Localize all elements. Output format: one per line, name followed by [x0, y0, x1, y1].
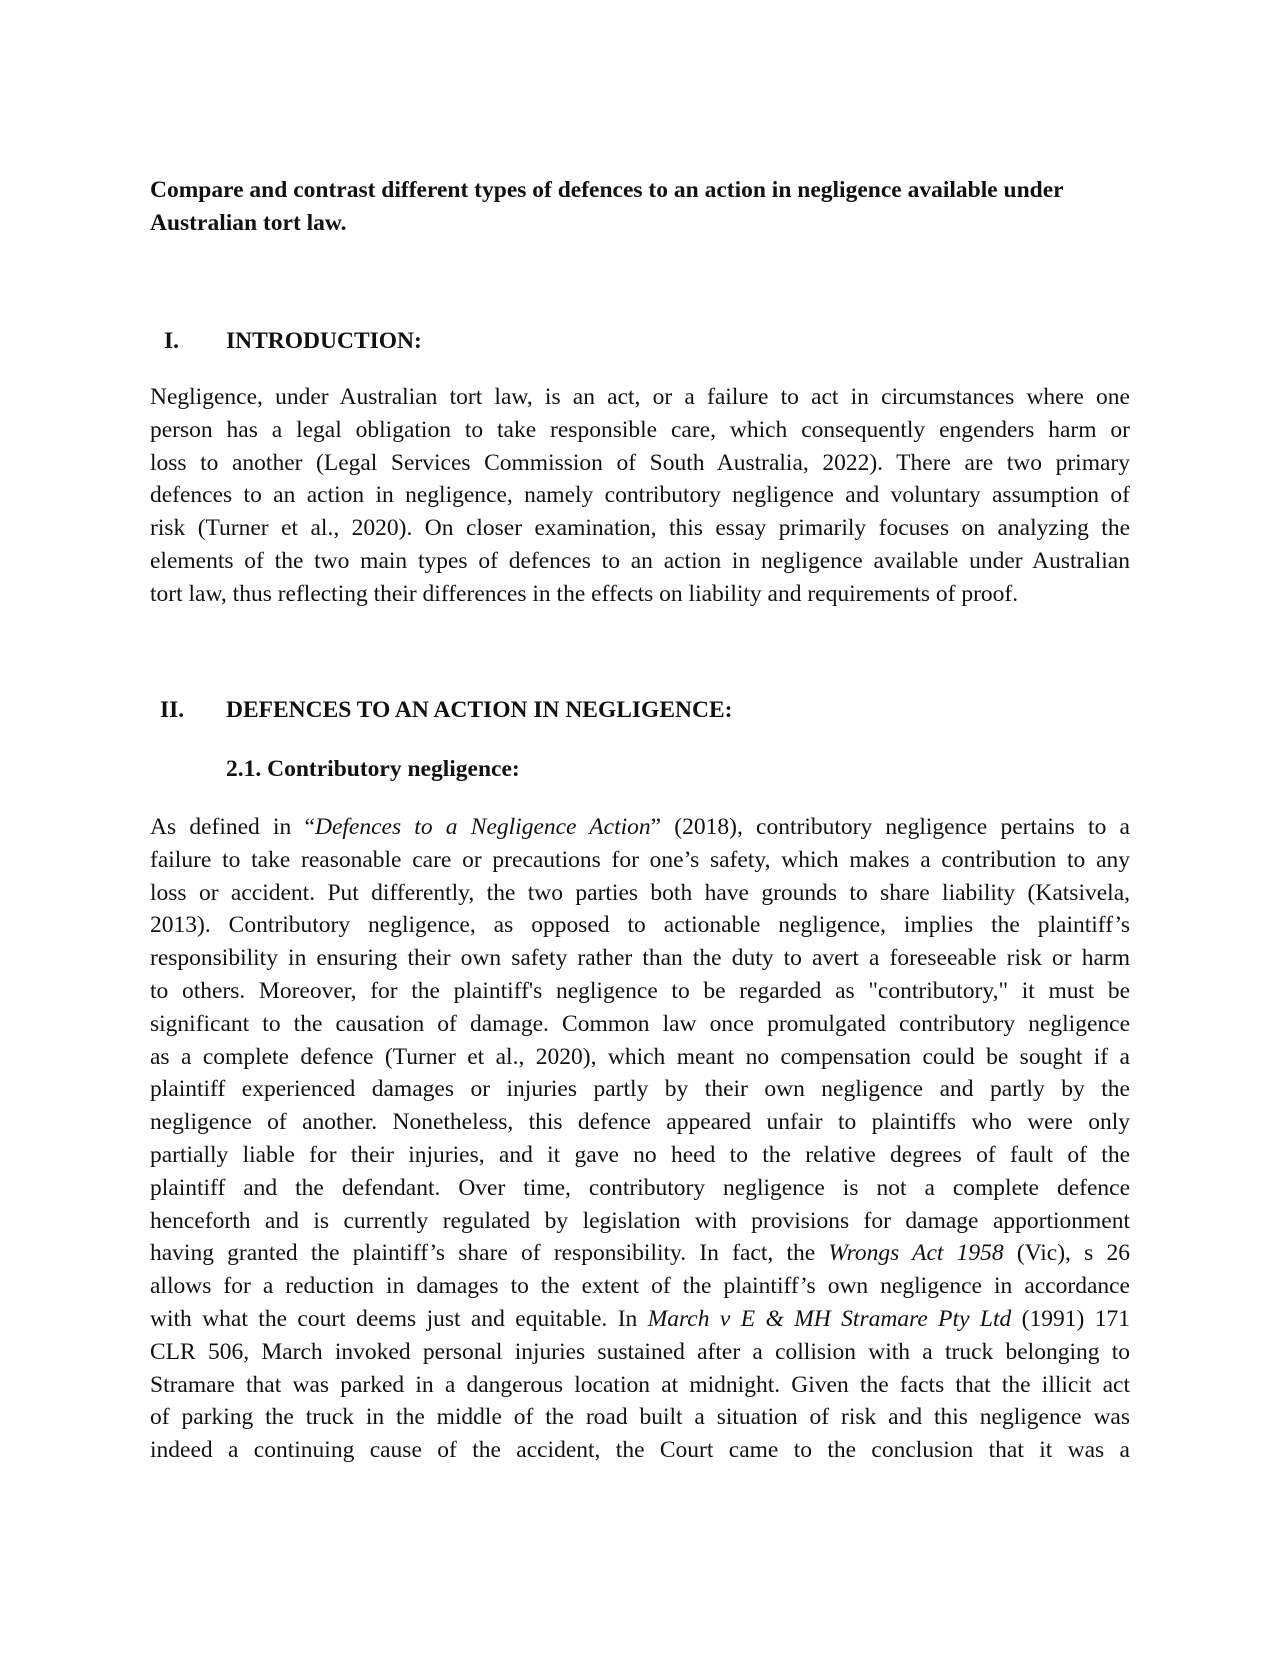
paragraph-line: failure to take reasonable care or precautions for one’s safety, which makes a contribution to any — [150, 846, 1130, 873]
paragraph-line: 2013). Contributory negligence, as opposed to actionable negligence, implies the plaintiff’s — [150, 912, 1130, 939]
section-heading-text: INTRODUCTION: — [226, 328, 422, 354]
subsection-heading-text: Contributory negligence: — [267, 756, 520, 782]
paragraph-line: henceforth and is currently regulated by legislation with provisions for damage apportionment — [150, 1207, 1130, 1234]
section-number: I. — [164, 328, 180, 354]
paragraph-line — [150, 1237, 1130, 1270]
text-run: having granted the plaintiff’s share of responsibility. In fact, the — [150, 1240, 829, 1267]
paragraph-line: loss or accident. Put differently, the two parties both have grounds to share liability (Katsivela, — [150, 879, 1130, 906]
text-run: ” (2018), contributory negligence pertains to a — [650, 814, 1130, 840]
italic-title: Defences to a Negligence Action — [314, 814, 651, 840]
italic-case-name: March v E & MH Stramare Pty Ltd — [647, 1305, 1012, 1332]
document-title — [150, 174, 1130, 240]
paragraph-line: elements of the two main types of defences to an action in negligence available under Australian — [150, 547, 1130, 574]
paragraph-line: tort law, thus reflecting their differences in the effects on liability and requirements of proof. — [150, 580, 1019, 607]
paragraph-line: responsibility in ensuring their own safety rather than the duty to avert a foreseeable risk or harm — [150, 945, 1130, 972]
title-line: Australian tort law. — [150, 210, 347, 236]
subsection-number: 2.1. — [226, 756, 262, 782]
paragraph-line: to others. Moreover, for the plaintiff's negligence to be regarded as "contributory," it must be — [150, 977, 1130, 1004]
paragraph-line: plaintiff experienced damages or injuries partly by their own negligence and partly by the — [150, 1076, 1130, 1103]
text-run: with what the court deems just and equitable. In — [150, 1305, 648, 1332]
paragraph-line — [150, 811, 1130, 844]
subsection-heading-contributory-negligence — [226, 754, 520, 784]
paragraph-line: of parking the truck in the middle of the road built a situation of risk and this negligence was — [150, 1404, 1130, 1431]
section-number: II. — [160, 697, 185, 723]
italic-statute: Wrongs Act 1958 — [828, 1240, 1004, 1267]
paragraph-line: Negligence, under Australian tort law, is an act, or a failure to act in circumstances where one — [150, 384, 1130, 410]
paragraph-line: loss to another (Legal Services Commission of South Australia, 2022). There are two primary — [150, 449, 1130, 476]
paragraph-line: person has a legal obligation to take responsible care, which consequently engenders harm or — [150, 416, 1130, 443]
paragraph-line: partially liable for their injuries, and it gave no heed to the relative degrees of fault of the — [150, 1141, 1130, 1168]
paragraph-line: negligence of another. Nonetheless, this defence appeared unfair to plaintiffs who were only — [150, 1109, 1130, 1136]
paragraph-line: allows for a reduction in damages to the extent of the plaintiff’s own negligence in accordance — [150, 1273, 1130, 1300]
text-run: As defined in “ — [150, 814, 315, 840]
introduction-paragraph — [150, 381, 1130, 611]
paragraph-line: defences to an action in negligence, namely contributory negligence and voluntary assumption of — [150, 482, 1130, 509]
text-run: (1991) 171 — [1011, 1305, 1130, 1332]
paragraph-line: as a complete defence (Turner et al., 2020), which meant no compensation could be sought if a — [150, 1043, 1130, 1070]
paragraph-line: plaintiff and the defendant. Over time, contributory negligence is not a complete defence — [150, 1174, 1130, 1201]
paragraph-line: indeed a continuing cause of the accident, the Court came to the conclusion that it was a — [150, 1437, 1130, 1464]
paragraph-line — [150, 1303, 1130, 1336]
section-heading-introduction — [150, 326, 1130, 356]
contributory-negligence-paragraph — [150, 811, 1130, 1467]
section-heading-text: DEFENCES TO AN ACTION IN NEGLIGENCE: — [226, 697, 733, 723]
text-run: (Vic), s 26 — [1003, 1240, 1130, 1267]
section-heading-defences — [150, 695, 1130, 725]
paragraph-line: significant to the causation of damage. Common law once promulgated contributory negligence — [150, 1010, 1130, 1037]
paragraph-line: CLR 506, March invoked personal injuries sustained after a collision with a truck belonging to — [150, 1338, 1130, 1365]
paragraph-line: Stramare that was parked in a dangerous location at midnight. Given the facts that the illicit act — [150, 1371, 1130, 1398]
title-line: Compare and contrast different types of defences to an action in negligence available under — [150, 177, 1064, 203]
paragraph-line: risk (Turner et al., 2020). On closer examination, this essay primarily focuses on analyzing the — [150, 515, 1130, 542]
